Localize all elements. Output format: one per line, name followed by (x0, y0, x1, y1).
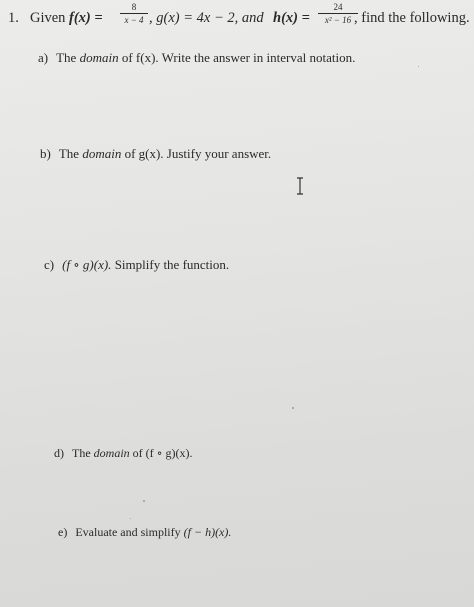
f-fraction (120, 2, 148, 25)
part-d-pre: The (72, 446, 91, 460)
part-d-text: of (f ∘ g)(x). (132, 446, 193, 460)
part-e-letter: e) (58, 525, 68, 539)
part-b-emphasis: domain (82, 146, 122, 161)
part-a-letter: a) (38, 50, 49, 65)
question-given-label: Given (30, 10, 66, 26)
part-a-text: of f(x). Write the answer in interval notation. (121, 50, 356, 65)
h-fraction (318, 2, 358, 25)
part-a-pre: The (56, 50, 77, 65)
h-definition-lhs: h(x) = (273, 10, 310, 26)
part-d (54, 446, 193, 461)
part-b-pre: The (58, 146, 80, 161)
paper-speck (418, 66, 419, 67)
text-cursor-icon (295, 177, 305, 195)
paper-speck (130, 518, 131, 519)
part-c-text: Simplify the function. (114, 257, 230, 272)
question-tail: , find the following. (354, 10, 470, 26)
f-numerator: 8 (120, 2, 148, 14)
part-a-emphasis: domain (79, 50, 119, 65)
question-number: 1. (8, 10, 19, 26)
h-denominator: x² − 16 (324, 15, 352, 25)
part-b (40, 146, 271, 162)
f-denominator: x − 4 (124, 15, 144, 25)
part-c-letter: c) (44, 257, 55, 272)
part-d-letter: d) (54, 446, 64, 460)
part-c (44, 257, 229, 273)
part-b-text: of g(x). Justify your answer. (124, 146, 272, 161)
g-definition: , g(x) = 4x − 2, and (149, 10, 264, 26)
part-d-emphasis: domain (93, 446, 130, 460)
part-e-emphasis: (f − h)(x). (183, 525, 232, 539)
h-numerator: 24 (318, 2, 358, 14)
paper-speck (143, 500, 145, 502)
question-header (8, 4, 470, 30)
part-e (58, 525, 231, 540)
part-b-letter: b) (40, 146, 51, 161)
part-c-emphasis: (f ∘ g)(x). (62, 257, 112, 272)
paper-speck (292, 407, 294, 409)
f-definition-lhs: f(x) = (69, 10, 103, 26)
part-e-pre: Evaluate and simplify (75, 525, 181, 539)
part-a (38, 50, 355, 66)
